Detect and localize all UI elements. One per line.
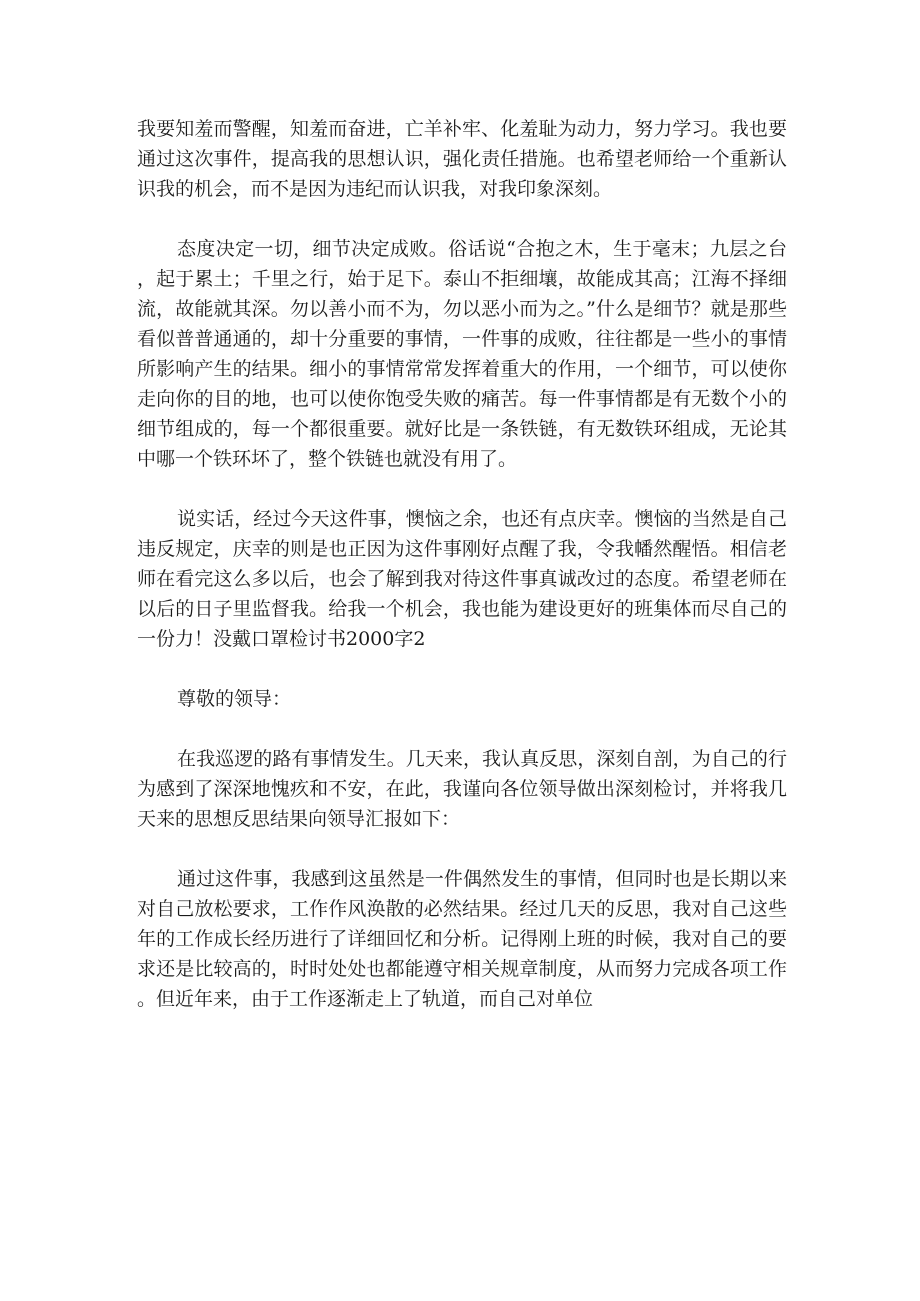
paragraph-4: 在我巡逻的路有事情发生。几天来，我认真反思，深刻自剖，为自己的行为感到了深深地愧疚和不安，在此，我谨向各位领导做出深刻检讨，并将我几天来的思想反思结果向领导汇报如下： [137, 748, 787, 830]
salutation: 尊敬的领导： [177, 688, 292, 710]
document-body [137, 114, 787, 1044]
paragraph-1: 我要知羞而警醒，知羞而奋进，亡羊补牢、化羞耻为动力，努力学习。我也要通过这次事件，提高我的思想认识，强化责任措施。也希望老师给一个重新认识我的机会，而不是因为违纪而认识我，对我印象深刻。 [137, 118, 787, 200]
paragraph-3: 说实话，经过今天这件事，懊恼之余，也还有点庆幸。懊恼的当然是自己违反规定，庆幸的则是也正因为这件事刚好点醒了我，令我幡然醒悟。相信老师在看完这么多以后，也会了解到我对待这件事真诚改过的态度。希望老师在以后的日子里监督我。给我一个机会，我也能为建设更好的班集体而尽自己的一份力！没戴口罩检讨书2000字2 [137, 508, 787, 650]
paragraph-5: 通过这件事，我感到这虽然是一件偶然发生的事情，但同时也是长期以来对自己放松要求，工作作风涣散的必然结果。经过几天的反思，我对自己这些年的工作成长经历进行了详细回忆和分析。记得刚上班的时候，我对自己的要求还是比较高的，时时处处也都能遵守相关规章制度，从而努力完成各项工作。但近年来，由于工作逐渐走上了轨道，而自己对单位 [137, 868, 787, 1010]
paragraph-2: 态度决定一切，细节决定成败。俗话说“合抱之木，生于毫末；九层之台，起于累土；千里之行，始于足下。泰山不拒细壤，故能成其高；江海不择细流，故能就其深。勿以善小而不为，勿以恶小而为之。”什么是细节？就是那些看似普普通通的，却十分重要的事情，一件事的成败，往往都是一些小的事情所影响产生的结果。细小的事情常常发挥着重大的作用，一个细节，可以使你走向你的目的地，也可以使你饱受失败的痛苦。每一件事情都是有无数个小的细节组成的，每一个都很重要。就好比是一条铁链，有无数铁环组成，无论其中哪一个铁环坏了，整个铁链也就没有用了。 [137, 238, 787, 470]
